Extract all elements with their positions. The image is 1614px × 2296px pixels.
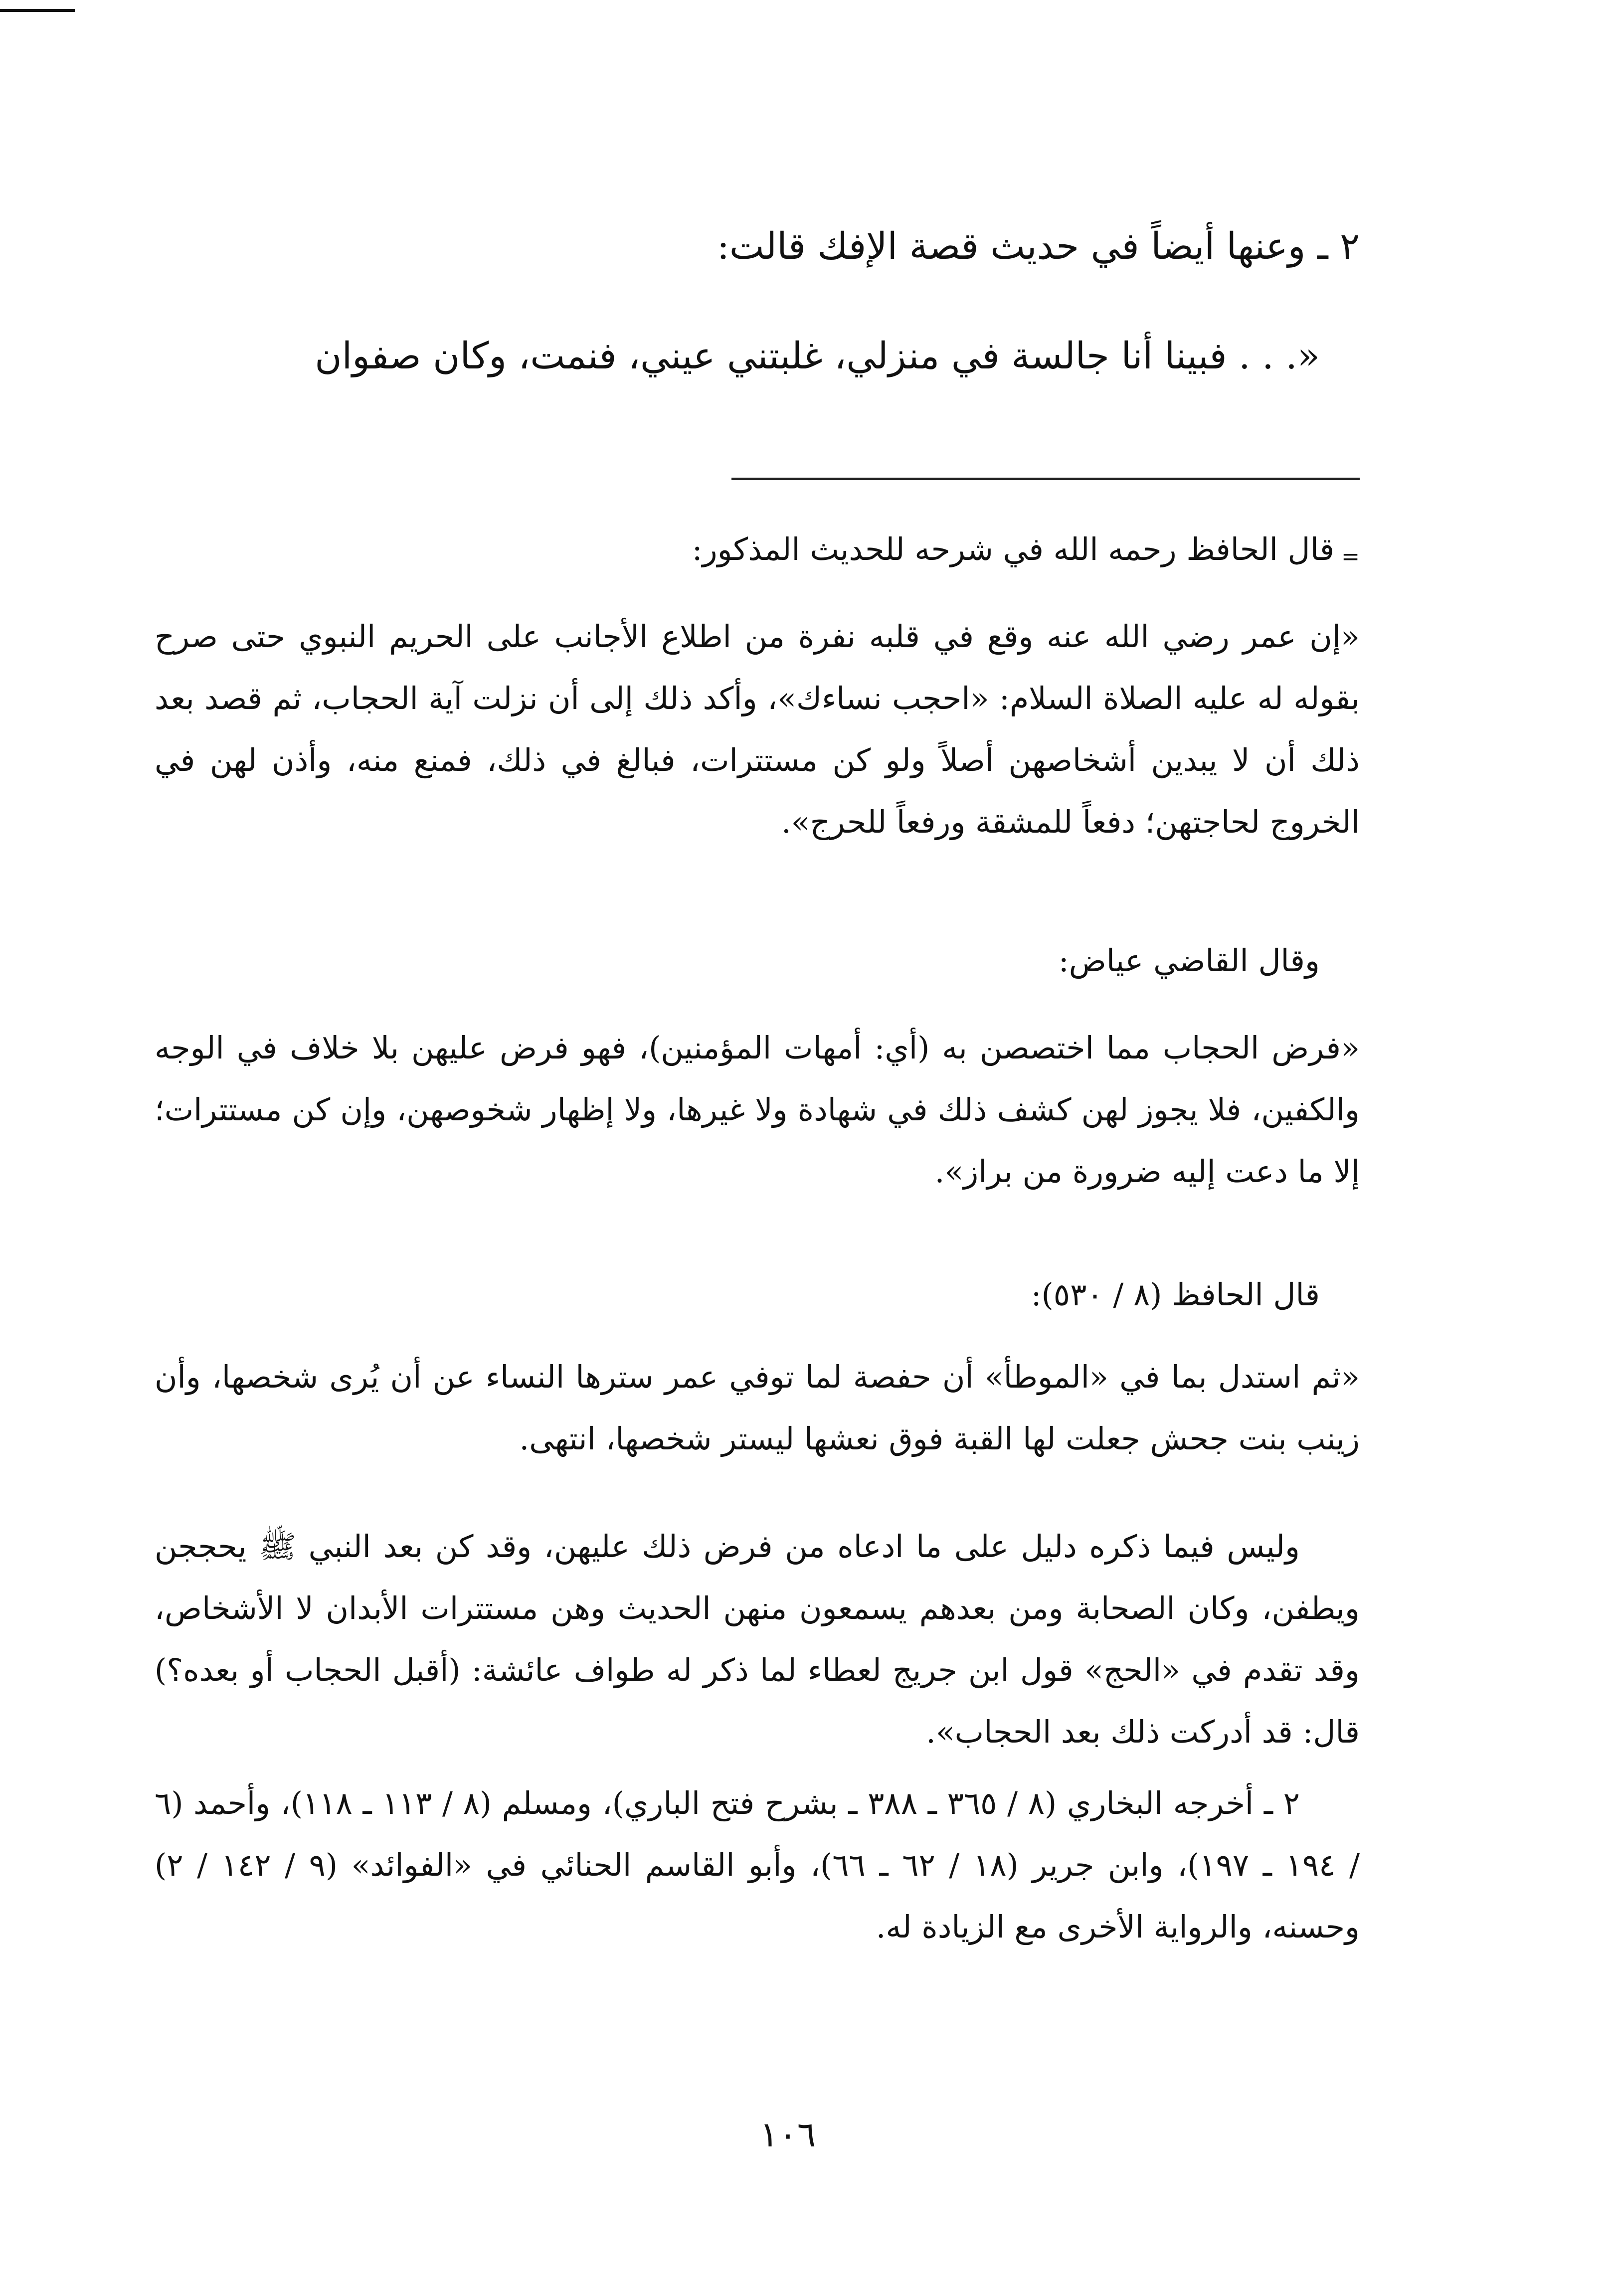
footnote-continuation-marker: =: [1341, 544, 1360, 569]
footnote-separator: [731, 478, 1360, 480]
hadith-text: «. . . فبينا أنا جالسة في منزلي، غلبتني عيني، فنمت، وكان صفوان: [315, 335, 1320, 377]
scan-edge-mark: [0, 9, 75, 12]
footnote-hafiz-label: قال الحافظ (٨ / ٥٣٠):: [1031, 1276, 1320, 1313]
footnote-iyad-label: وقال القاضي عياض:: [1058, 942, 1320, 979]
footnote-intro-text: قال الحافظ رحمه الله في شرحه للحديث المذكور:: [692, 531, 1335, 567]
page-number: ١٠٦: [759, 2114, 816, 2155]
footnote-intro: [155, 519, 1360, 588]
footnote-hafiz-quote: «ثم استدل بما في «الموطأ» أن حفصة لما توفي عمر سترها النساء عن أن يُرى شخصها، وأن زينب بنت جحش جعلت لها القبة فوق نعشها ليستر شخصها، انتهى.: [155, 1359, 1360, 1457]
footnote-takhrij: ٢ ـ أخرجه البخاري (٨ / ٣٦٥ ـ ٣٨٨ ـ بشرح فتح الباري)، ومسلم (٨ / ١١٣ ـ ١١٨)، وأحمد (٦ / ١٩٤ ـ ١٩٧)، وابن جرير (١٨ / ٦٢ ـ ٦٦)، وأبو القاسم الحنائي في «الفوائد» (٩ / ١٤٢ / ٢) وحسنه، والرواية الأخرى مع الزيادة له.: [155, 1785, 1360, 1945]
hadith-heading: ٢ ـ وعنها أيضاً في حديث قصة الإفك قالت:: [717, 225, 1360, 268]
footnote-quote-omar: «إن عمر رضي الله عنه وقع في قلبه نفرة من اطلاع الأجانب على الحريم النبوي حتى صرح بقوله له عليه الصلاة السلام: «احجب نساءك»، وأكد ذلك إلى أن نزلت آية الحجاب، ثم قصد بعد ذلك أن لا يبدين أشخاصهن أصلاً ولو كن مستترات، فبالغ في ذلك، فمنع منه، وأذن لهن في الخروج لحاجتهن؛ دفعاً للمشقة ورفعاً للحرج».: [155, 618, 1360, 840]
footnote-iyad-quote: «فرض الحجاب مما اختصصن به (أي: أمهات المؤمنين)، فهو فرض عليهن بلا خلاف في الوجه والكفين، فلا يجوز لهن كشف ذلك في شهادة ولا غيرها، ولا إظهار شخوصهن، وإن كن مستترات؛ إلا ما دعت إليه ضرورة من براز».: [155, 1030, 1360, 1190]
footnote-commentary: وليس فيما ذكره دليل على ما ادعاه من فرض ذلك عليهن، وقد كن بعد النبي ﷺ يحججن ويطفن، وكان الصحابة ومن بعدهم يسمعون منهن الحديث وهن مستترات الأبدان لا الأشخاص، وقد تقدم في «الحج» قول ابن جريج لعطاء لما ذكر له طواف عائشة: (أقبل الحجاب أو بعده؟) قال: قد أدركت ذلك بعد الحجاب».: [155, 1528, 1360, 1750]
